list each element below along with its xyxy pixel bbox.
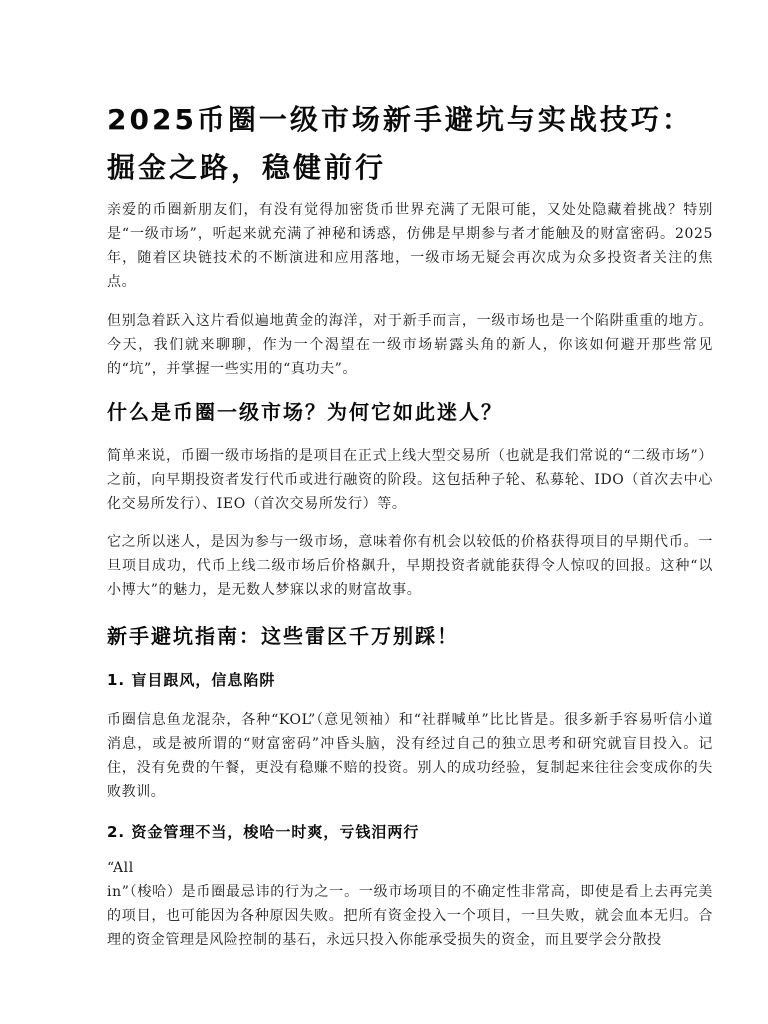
intro-paragraph-1: 亲爱的币圈新朋友们，有没有觉得加密货币世界充满了无限可能，又处处隐藏着挑战？特别是“一级市场”，听起来就充满了神秘和诱惑，仿佛是早期参与者才能触及的财富密码。2025年，随着区块链技术的不断演进和应用落地，一级市场无疑会再次成为众多投资者关注的焦点。 (107, 202, 713, 290)
subsection2-paragraph (107, 856, 713, 952)
subsection2-paragraph-rest: in”（梭哈）是币圈最忌讳的行为之一。一级市场项目的不确定性非常高，即使是看上去再完美的项目，也可能因为各种原因失败。把所有资金投入一个项目，一旦失败，就会血本无归。合理的资金管理是风险控制的基石，永远只投入你能承受损失的资金，而且要学会分散投 (107, 884, 713, 948)
section1-paragraph-1: 简单来说，币圈一级市场指的是项目在正式上线大型交易所（也就是我们常说的“二级市场”）之前，向早期投资者发行代币或进行融资的阶段。这包括种子轮、私募轮、IDO（首次去中心化交易所发行）、IEO（首次交易所发行）等。 (107, 448, 713, 512)
subheading-money-management: 2. 资金管理不当，梭哈一时爽，亏钱泪两行 (107, 823, 420, 841)
section1-paragraph-2: 它之所以迷人，是因为参与一级市场，意味着你有机会以较低的价格获得项目的早期代币。一旦项目成功，代币上线二级市场后价格飙升，早期投资者就能获得令人惊叹的回报。这种“以小博大”的魅力，是无数人梦寐以求的财富故事。 (107, 534, 713, 598)
subsection2-paragraph-start: “All (107, 860, 134, 876)
section-heading-what-is-primary-market: 什么是币圈一级市场？为何它如此迷人？ (107, 400, 503, 424)
article-title: 2025币圈一级市场新手避坑与实战技巧：掘金之路，稳健前行 (107, 103, 693, 184)
subsection1-paragraph: 币圈信息鱼龙混杂，各种“KOL”（意见领袖）和“社群喊单”比比皆是。很多新手容易听信小道消息，或是被所谓的“财富密码”冲昏头脑，没有经过自己的独立思考和研究就盲目投入。记住，没有免费的午餐，更没有稳赚不赔的投资。别人的成功经验，复制起来往往会变成你的失败教训。 (107, 712, 713, 800)
intro-paragraph-2: 但别急着跃入这片看似遍地黄金的海洋，对于新手而言，一级市场也是一个陷阱重重的地方。今天，我们就来聊聊，作为一个渴望在一级市场崭露头角的新人，你该如何避开那些常见的“坑”，并掌握一些实用的“真功夫”。 (107, 313, 713, 377)
subheading-blind-following: 1. 盲目跟风，信息陷阱 (107, 671, 276, 689)
section-heading-pitfall-guide: 新手避坑指南：这些雷区千万别踩！ (107, 624, 459, 648)
